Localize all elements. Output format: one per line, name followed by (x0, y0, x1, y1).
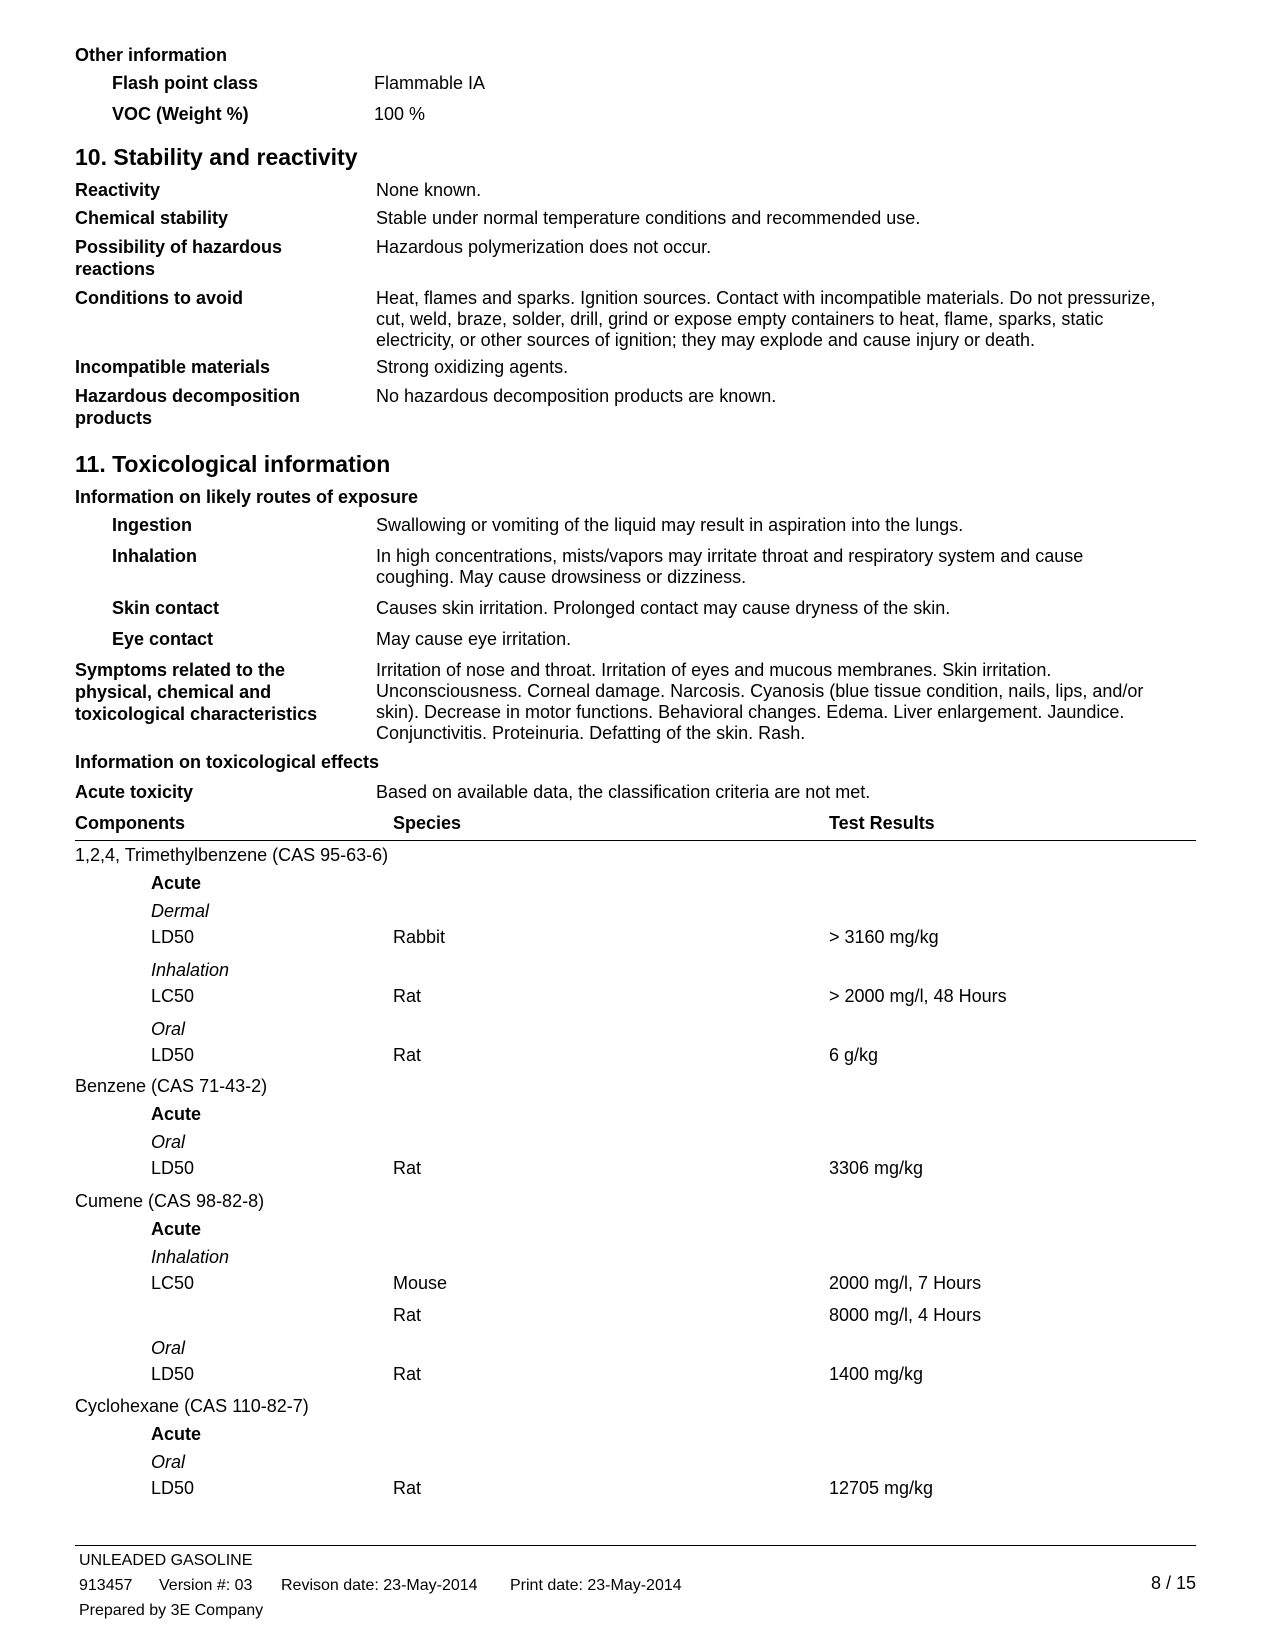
symptoms-value-line2: Unconsciousness. Corneal damage. Narcosis. Cyanosis (blue tissue condition, nails, lips, and/or (376, 681, 1144, 701)
test-type: LD50 (151, 1045, 195, 1065)
symptoms-label-line1: Symptoms related to the (75, 660, 286, 680)
footer-page-number: 8 / 15 (1150, 1573, 1196, 1593)
possibility-label-line1: Possibility of hazardous (75, 237, 283, 257)
acute-subheading: Acute (151, 1104, 202, 1124)
inhalation-value-line1: In high concentrations, mists/vapors may irritate throat and respiratory system and cause (376, 546, 1084, 566)
table-header-rule (75, 840, 1196, 841)
component-name: Cumene (CAS 98-82-8) (75, 1191, 265, 1211)
possibility-label-line2: reactions (75, 259, 156, 279)
col-results-header: Test Results (829, 813, 935, 833)
species: Rat (393, 1305, 422, 1325)
conditions-value-line2: cut, weld, braze, solder, drill, grind or expose empty containers to heat, flame, sparks, static (376, 309, 1104, 329)
footer-rule (75, 1545, 1196, 1546)
test-type: LC50 (151, 1273, 195, 1293)
test-type: LD50 (151, 1158, 195, 1178)
footer-product: UNLEADED GASOLINE (79, 1552, 253, 1569)
species: Rat (393, 1478, 422, 1498)
test-result: 12705 mg/kg (829, 1478, 934, 1498)
footer-version: Version #: 03 (159, 1577, 253, 1594)
incompatible-label: Incompatible materials (75, 357, 271, 377)
conditions-value-line1: Heat, flames and sparks. Ignition sources. Contact with incompatible materials. Do not pressurize, (376, 288, 1156, 308)
section-11-title: 11. Toxicological information (75, 451, 391, 477)
test-result: > 2000 mg/l, 48 Hours (829, 986, 1007, 1006)
flash-point-value: Flammable IA (374, 73, 486, 93)
acute-subheading: Acute (151, 873, 202, 893)
conditions-value-line3: electricity, or other sources of ignition; they may explode and cause injury or death. (376, 330, 1036, 350)
symptoms-value-line1: Irritation of nose and throat. Irritation of eyes and mucous membranes. Skin irritation. (376, 660, 1052, 680)
component-name: Benzene (CAS 71-43-2) (75, 1076, 268, 1096)
section-10-title: 10. Stability and reactivity (75, 144, 358, 170)
symptoms-label-line3: toxicological characteristics (75, 704, 318, 724)
eye-contact-value: May cause eye irritation. (376, 629, 572, 649)
species: Rat (393, 986, 422, 1006)
col-components-header: Components (75, 813, 185, 833)
reactivity-value: None known. (376, 180, 482, 200)
skin-contact-value: Causes skin irritation. Prolonged contact may cause dryness of the skin. (376, 598, 951, 618)
acute-toxicity-label: Acute toxicity (75, 782, 194, 802)
skin-contact-label: Skin contact (112, 598, 220, 618)
component-name: Cyclohexane (CAS 110-82-7) (75, 1396, 309, 1416)
route-label: Inhalation (151, 960, 230, 980)
test-type: LD50 (151, 1364, 195, 1384)
acute-subheading: Acute (151, 1424, 202, 1444)
col-species-header: Species (393, 813, 462, 833)
route-label: Oral (151, 1452, 186, 1472)
test-type: LD50 (151, 1478, 195, 1498)
decomposition-value: No hazardous decomposition products are known. (376, 386, 777, 406)
test-result: 1400 mg/kg (829, 1364, 924, 1384)
test-result: 8000 mg/l, 4 Hours (829, 1305, 982, 1325)
decomposition-label-line1: Hazardous decomposition (75, 386, 301, 406)
route-label: Inhalation (151, 1247, 230, 1267)
routes-heading: Information on likely routes of exposure (75, 487, 419, 507)
other-info-heading: Other information (75, 45, 227, 65)
effects-heading: Information on toxicological effects (75, 752, 380, 772)
ingestion-label: Ingestion (112, 515, 192, 535)
route-label: Oral (151, 1338, 186, 1358)
footer-id: 913457 (79, 1577, 133, 1594)
test-result: 3306 mg/kg (829, 1158, 924, 1178)
route-label: Oral (151, 1132, 186, 1152)
inhalation-label: Inhalation (112, 546, 197, 566)
footer-print-date: Print date: 23-May-2014 (510, 1577, 682, 1594)
species: Rat (393, 1158, 422, 1178)
chemical-stability-label: Chemical stability (75, 208, 229, 228)
incompatible-value: Strong oxidizing agents. (376, 357, 569, 377)
test-result: 6 g/kg (829, 1045, 879, 1065)
inhalation-value-line2: coughing. May cause drowsiness or dizziness. (376, 567, 747, 587)
conditions-label: Conditions to avoid (75, 288, 243, 308)
test-result: 2000 mg/l, 7 Hours (829, 1273, 982, 1293)
acute-toxicity-value: Based on available data, the classification criteria are not met. (376, 782, 871, 802)
route-label: Dermal (151, 901, 210, 921)
test-result: > 3160 mg/kg (829, 927, 939, 947)
test-type: LC50 (151, 986, 195, 1006)
footer-revision-date: Revison date: 23-May-2014 (281, 1577, 478, 1594)
symptoms-value-line3: skin). Decrease in motor functions. Behavioral changes. Edema. Liver enlargement. Jaundice. (376, 702, 1125, 722)
species: Rat (393, 1045, 422, 1065)
species: Rat (393, 1364, 422, 1384)
chemical-stability-value: Stable under normal temperature conditions and recommended use. (376, 208, 921, 228)
voc-label: VOC (Weight %) (112, 104, 249, 124)
ingestion-value: Swallowing or vomiting of the liquid may result in aspiration into the lungs. (376, 515, 964, 535)
acute-subheading: Acute (151, 1219, 202, 1239)
route-label: Oral (151, 1019, 186, 1039)
reactivity-label: Reactivity (75, 180, 161, 200)
test-type: LD50 (151, 927, 195, 947)
symptoms-label-line2: physical, chemical and (75, 682, 272, 702)
symptoms-value-line4: Conjunctivitis. Proteinuria. Defatting of the skin. Rash. (376, 723, 806, 743)
footer-prepared-by: Prepared by 3E Company (79, 1602, 264, 1619)
species: Mouse (393, 1273, 448, 1293)
voc-value: 100 % (374, 104, 426, 124)
flash-point-label: Flash point class (112, 73, 259, 93)
species: Rabbit (393, 927, 446, 947)
eye-contact-label: Eye contact (112, 629, 214, 649)
component-name: 1,2,4, Trimethylbenzene (CAS 95-63-6) (75, 845, 389, 865)
possibility-value: Hazardous polymerization does not occur. (376, 237, 712, 257)
decomposition-label-line2: products (75, 408, 153, 428)
